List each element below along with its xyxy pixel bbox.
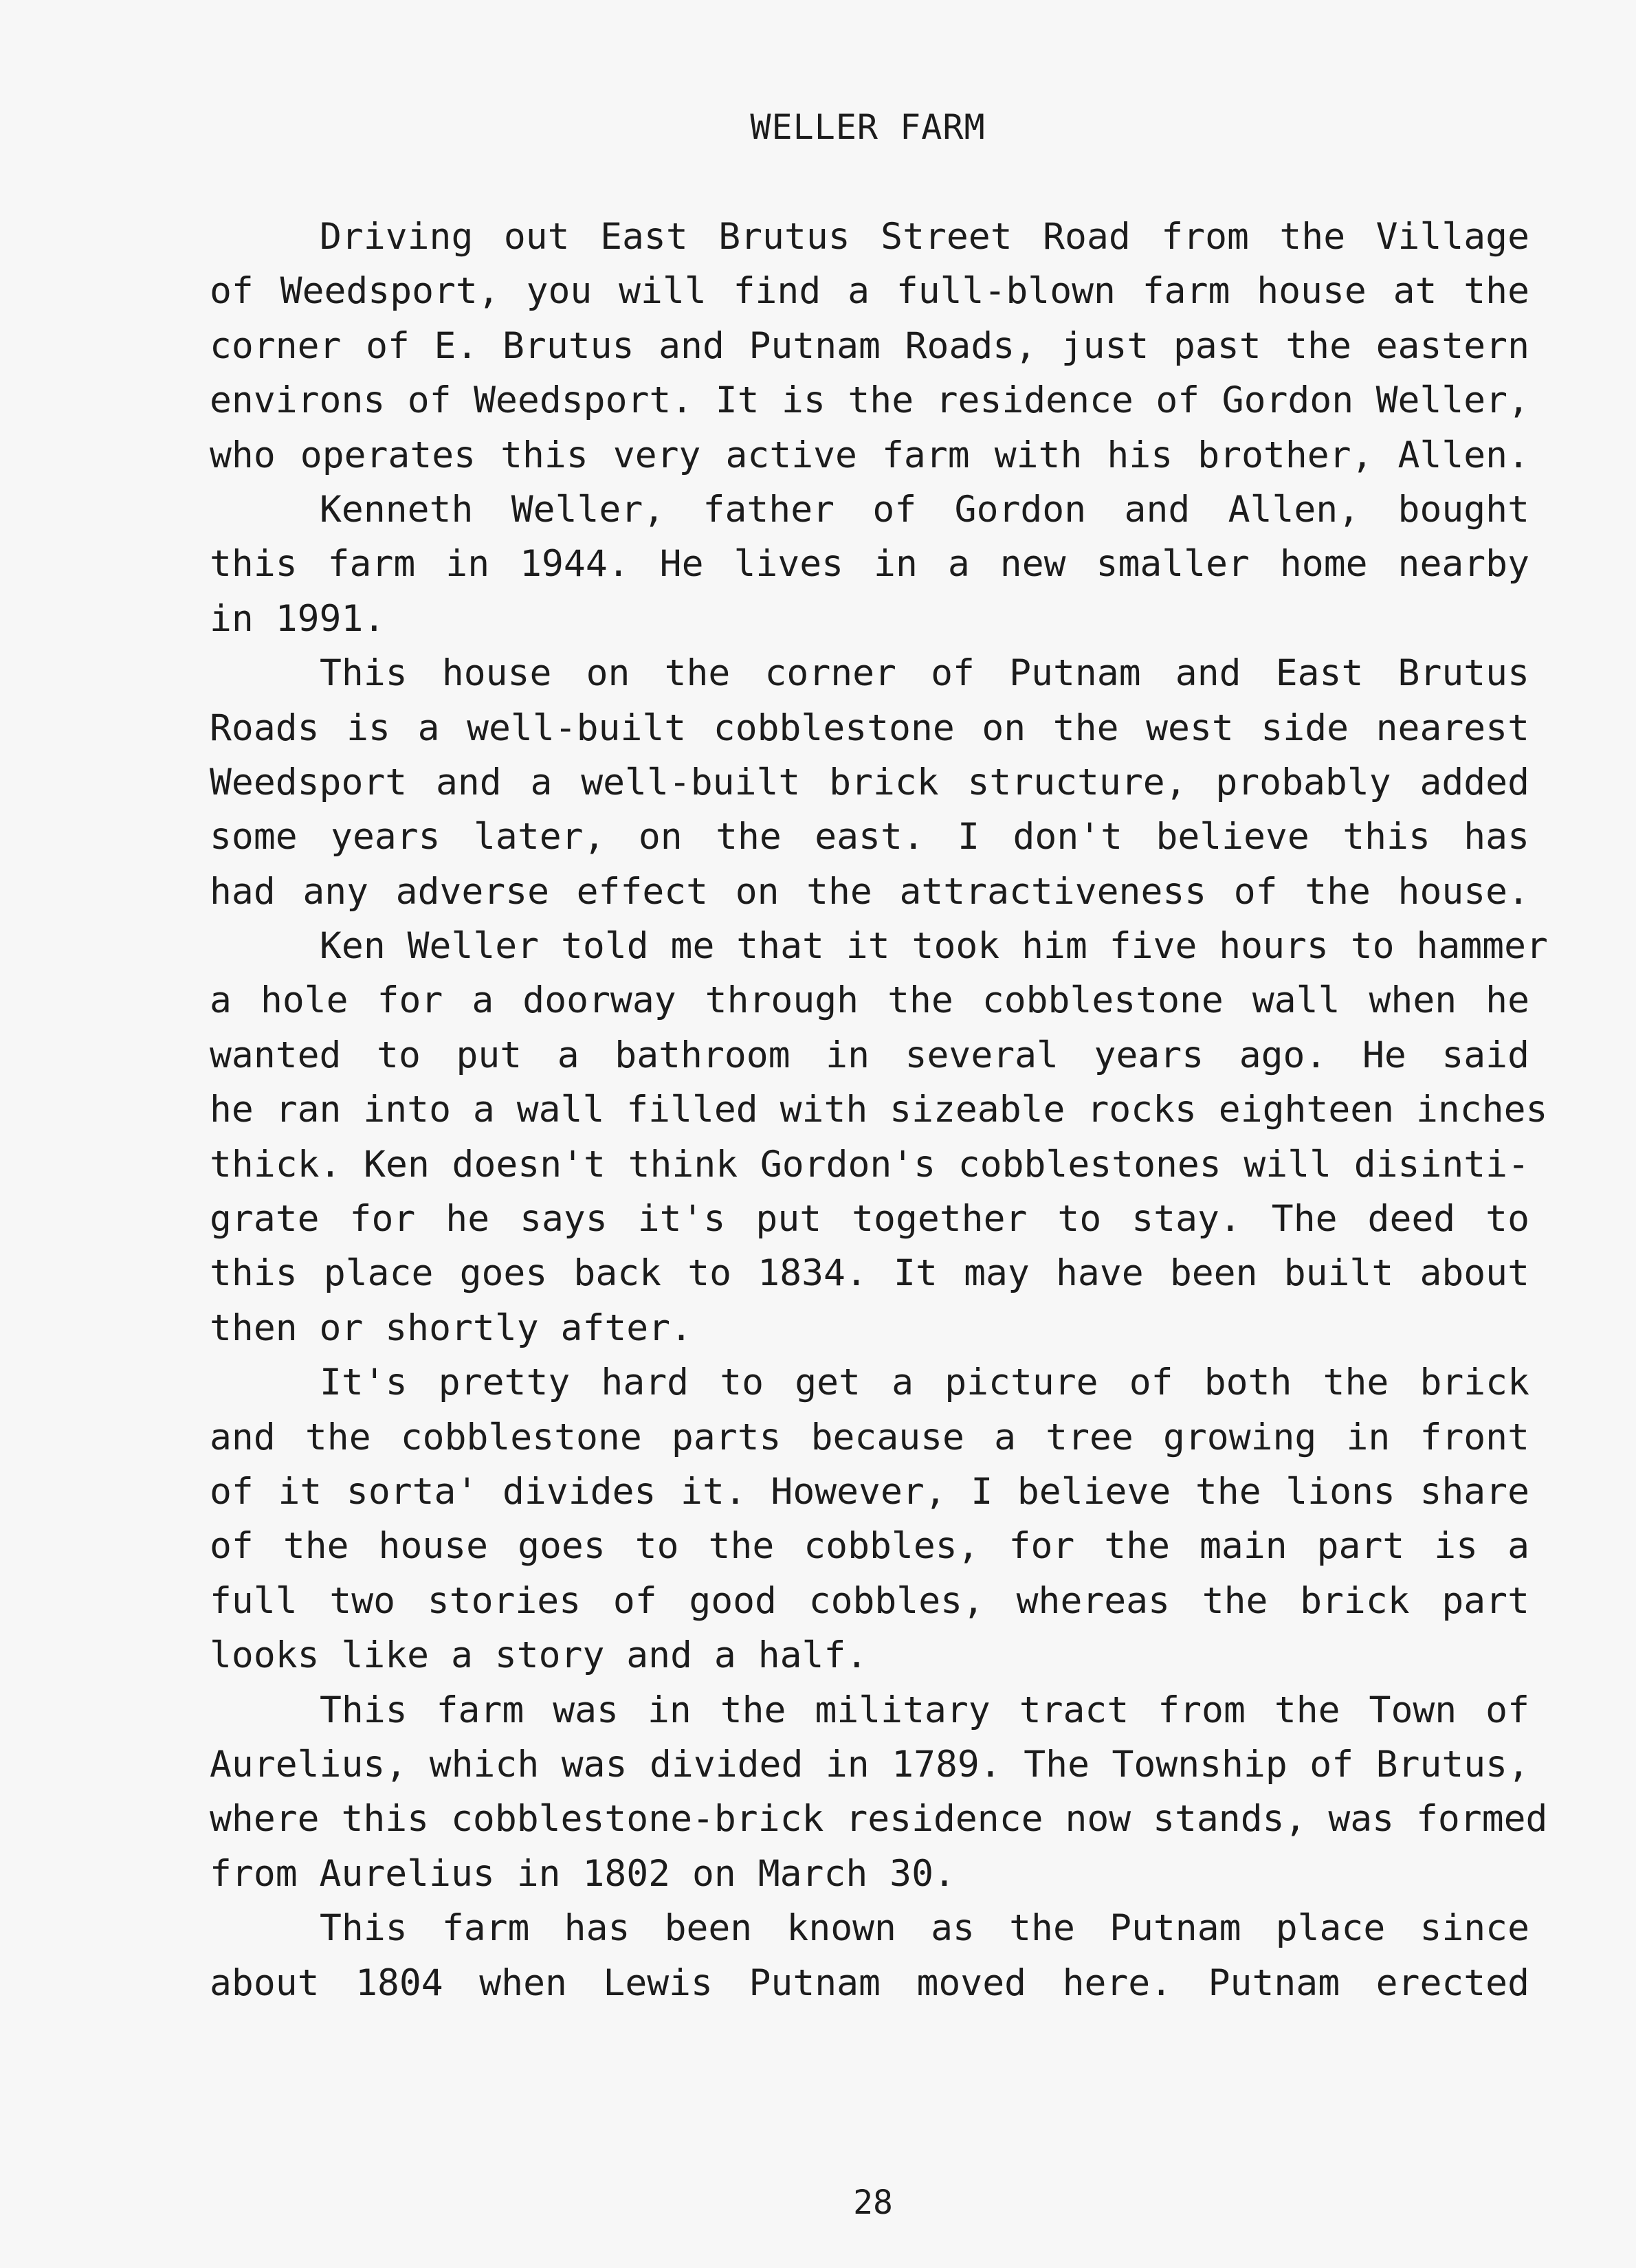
body-text bbox=[210, 210, 1548, 2010]
text-line: environs of Weedsport. It is the residence of Gordon Weller, bbox=[210, 379, 1529, 422]
text-line: This farm was in the military tract from the Town of bbox=[320, 1689, 1529, 1731]
text-line: This farm has been known as the Putnam place since bbox=[320, 1907, 1529, 1950]
paragraph bbox=[210, 1355, 1529, 1682]
text-line: a hole for a doorway through the cobblestone wall when he bbox=[210, 979, 1529, 1022]
text-line: grate for he says it's put together to stay. The deed to bbox=[210, 1198, 1529, 1241]
paragraph bbox=[210, 210, 1529, 482]
text-line: this farm in 1944. He lives in a new smaller home nearby bbox=[210, 543, 1529, 586]
text-line: Driving out East Brutus Street Road from the Village bbox=[320, 216, 1529, 258]
text-line: some years later, on the east. I don't believe this has bbox=[210, 816, 1529, 858]
text-line: Roads is a well-built cobblestone on the west side nearest bbox=[210, 707, 1529, 749]
paragraph bbox=[210, 1683, 1548, 1902]
text-line: It's pretty hard to get a picture of both the brick bbox=[320, 1361, 1529, 1404]
text-line: and the cobblestone parts because a tree growing in front bbox=[210, 1416, 1529, 1458]
text-line: Weedsport and a well-built brick structure, probably added bbox=[210, 761, 1529, 803]
text-line: wanted to put a bathroom in several years ago. He said bbox=[210, 1034, 1529, 1076]
text-line: Aurelius, which was divided in 1789. The Township of Brutus, bbox=[210, 1743, 1529, 1786]
paragraph bbox=[210, 646, 1529, 919]
text-line: from Aurelius in 1802 on March 30. bbox=[210, 1852, 955, 1895]
paragraph bbox=[210, 482, 1529, 646]
text-line: of the house goes to the cobbles, for the main part is a bbox=[210, 1525, 1529, 1568]
text-line: of it sorta' divides it. However, I believe the lions share bbox=[210, 1470, 1529, 1513]
page-title: WELLER FARM bbox=[750, 107, 986, 147]
text-line: who operates this very active farm with his brother, Allen. bbox=[210, 434, 1529, 476]
paragraph bbox=[210, 919, 1548, 1355]
text-line: then or shortly after. bbox=[210, 1307, 692, 1349]
text-line: Ken Weller told me that it took him five hours to hammer bbox=[320, 925, 1548, 968]
text-line: about 1804 when Lewis Putnam moved here. Putnam erected bbox=[210, 1961, 1529, 2004]
text-line: thick. Ken doesn't think Gordon's cobblestones will disinti- bbox=[210, 1143, 1529, 1186]
paragraph bbox=[210, 1901, 1529, 2010]
text-line: of Weedsport, you will find a full-blown farm house at the bbox=[210, 270, 1529, 313]
text-line: this place goes back to 1834. It may have been built about bbox=[210, 1252, 1529, 1295]
text-line: he ran into a wall filled with sizeable rocks eighteen inches bbox=[210, 1089, 1548, 1131]
page-number: 28 bbox=[853, 2183, 893, 2222]
text-line: full two stories of good cobbles, whereas the brick part bbox=[210, 1579, 1529, 1622]
text-line: Kenneth Weller, father of Gordon and Allen, bought bbox=[320, 488, 1529, 531]
text-line: This house on the corner of Putnam and East Brutus bbox=[320, 652, 1529, 695]
text-line: had any adverse effect on the attractiveness of the house. bbox=[210, 870, 1529, 913]
text-line: in 1991. bbox=[210, 597, 386, 640]
text-line: where this cobblestone-brick residence now stands, was formed bbox=[210, 1798, 1548, 1841]
text-line: corner of E. Brutus and Putnam Roads, just past the eastern bbox=[210, 324, 1529, 367]
text-line: looks like a story and a half. bbox=[210, 1634, 868, 1677]
